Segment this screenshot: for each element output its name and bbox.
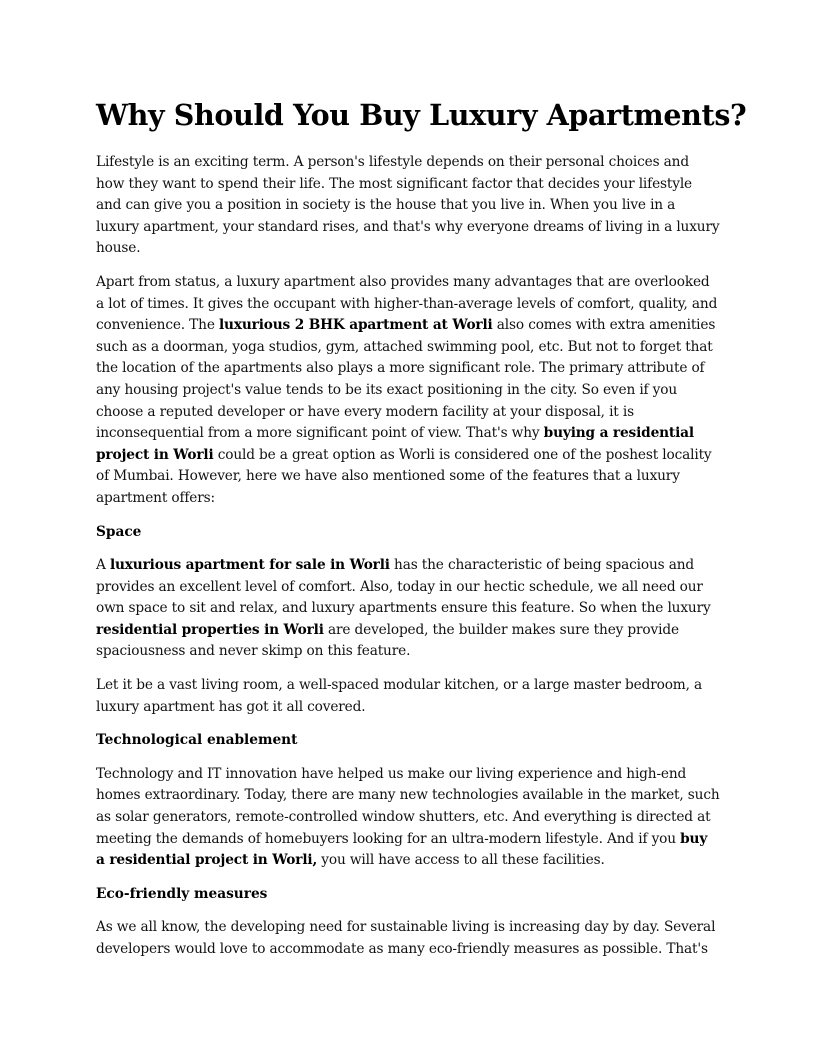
section-heading-technology: Technological enablement [96,732,298,749]
eco-paragraph [96,917,720,960]
space-text-3: are developed, the builder makes sure they provide spaciousness and never skimp on this feature. [96,621,679,660]
tech-text-1: Technology and IT innovation have helped us make our living experience and high-end homes extraordinary. Today, there are many new technologies available in the market, such as solar generators, remote-controlled window shutters, etc. And everything is directed at meeting the demands of homebuyers looking for an ultra-modern lifestyle. And if you [96,765,720,847]
status-text-3: could be a great option as Worli is considered one of the poshest locality of Mumbai. However, here we have also mentioned some of the features that a luxury apartment offers: [96,446,712,506]
section-heading-eco: Eco-friendly measures [96,885,268,902]
space-text-1: A [96,557,110,574]
eco-text: As we all know, the developing need for sustainable living is increasing day by day. Several developers would love to accommodate as many eco-friendly measures as possible. That's [96,919,716,957]
space-text-4: Let it be a vast living room, a well-spaced modular kitchen, or a large master bedroom, a luxury apartment has got it all covered. [96,677,703,715]
tech-text-2: you will have access to all these facilities. [317,852,605,869]
bold-buy-residential-project: buy a residential project in Worli, [96,830,708,869]
intro-paragraph [96,152,720,260]
space-text-2: has the characteristic of being spacious and provides an excellent level of comfort. Also, today in our hectic schedule, we all need our own space to sit and relax, and luxury apartments ensure this feature. So when the luxury [96,557,711,617]
space-paragraph-1 [96,555,720,663]
page-title: Why Should You Buy Luxury Apartments? [96,98,747,132]
section-heading-space: Space [96,523,142,540]
bold-residential-properties: residential properties in Worli [96,621,324,638]
space-paragraph-2 [96,675,720,718]
bold-buying-residential-project: buying a residential project in Worli [96,425,694,463]
document-page [96,96,747,973]
status-text-2: also comes with extra amenities such as a doorman, yoga studios, gym, attached swimming pool, etc. But not to forget that the location of the apartments also plays a more significant role. The primary attribute of any housing project's value tends to be its exact positioning in the city. So even if you choose a reputed developer or have every modern facility at your disposal, it is inconsequential from a more significant point of view. That's why [96,317,716,442]
bold-apartment-for-sale: luxurious apartment for sale in Worli [109,557,390,574]
bold-2bhk-worli: luxurious 2 BHK apartment at Worli [218,317,493,334]
tech-paragraph [96,764,720,872]
intro-text: Lifestyle is an exciting term. A person's lifestyle depends on their personal choices and how they want to spend their life. The most significant factor that decides your lifestyle and can give you a position in society is the house that you live in. When you live in a luxury apartment, your standard rises, and that's why everyone dreams of living in a luxury house. [96,154,720,257]
status-text-1: Apart from status, a luxury apartment also provides many advantages that are overlooked a lot of times. It gives the occupant with higher-than-average levels of comfort, quality, and convenience. The [96,273,718,334]
status-paragraph [96,272,720,510]
